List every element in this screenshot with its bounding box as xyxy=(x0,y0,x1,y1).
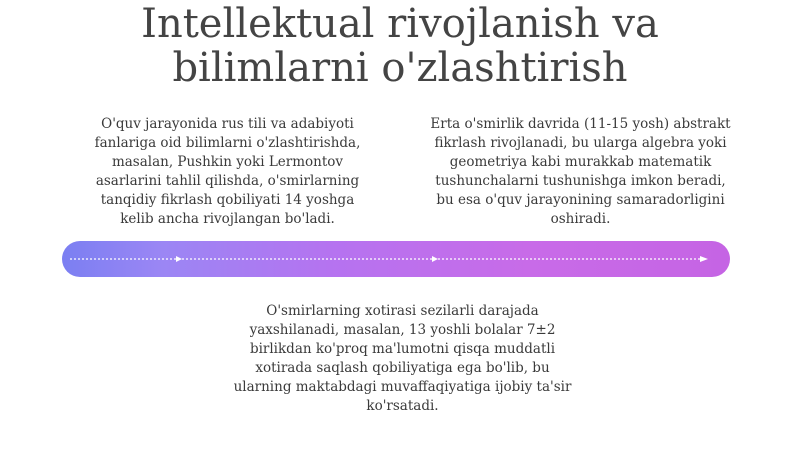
text-block-right: Erta o'smirlik davrida (11-15 yosh) abstrakt fikrlash rivojlanadi, bu ularga algebra yoki geometriya kabi murakkab matematik tushunchalarni tushunishga imkon beradi, bu esa o'quv jarayonining samaradorligini oshiradi. xyxy=(430,116,731,227)
arrow-head-icon-2 xyxy=(432,256,438,262)
arrow-head-icon-3 xyxy=(700,256,708,262)
arrow-head-icon-1 xyxy=(176,256,182,262)
text-block-bottom: O'smirlarning xotirasi sezilarli darajada yaxshilanadi, masalan, 13 yoshli bolalar 7±2 birlikdan ko'proq ma'lumotni qisqa muddatli xotirada saqlash qobiliyatiga ega bo'lib, bu ularning maktabdagi muvaffaqiyatiga ijobiy ta'sir ko'rsatadi. xyxy=(233,303,572,414)
page-title: Intellektual rivojlanish va bilimlarni o'zlashtirish xyxy=(141,1,659,91)
timeline-arrow-line xyxy=(70,241,720,277)
text-block-left: O'quv jarayonida rus tili va adabiyoti fanlariga oid bilimlarni o'zlashtirishda, masalan, Pushkin yoki Lermontov asarlarini tahlil qilishda, o'smirlarning tanqidiy fikrlash qobiliyati 14 yoshga kelib ancha rivojlangan bo'ladi. xyxy=(94,116,361,227)
